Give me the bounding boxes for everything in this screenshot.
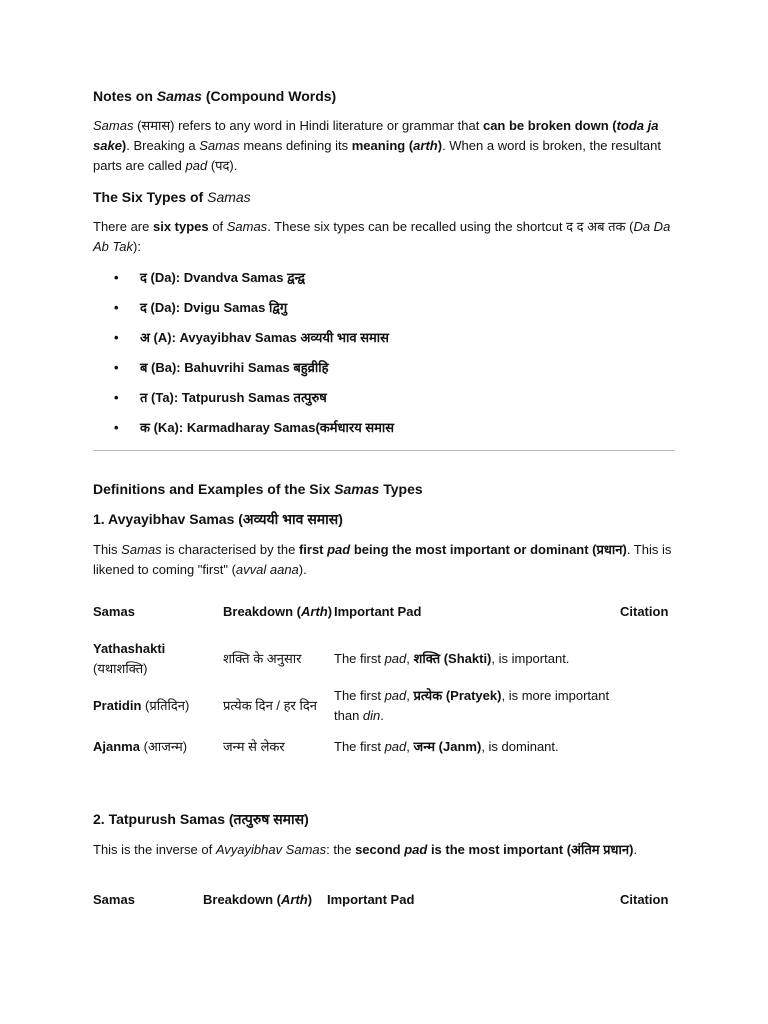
list-item: • द (Da): Dvigu Samas द्विगु (114, 300, 288, 315)
header-important-pad: Important Pad (334, 604, 422, 619)
header-samas: Samas (93, 892, 135, 907)
section-1-heading: 1. Avyayibhav Samas (अव्ययी भाव समास) (93, 511, 343, 527)
avyayibhav-table (93, 591, 675, 767)
header-citation: Citation (620, 892, 669, 907)
six-types-heading: The Six Types of Samas (93, 189, 251, 205)
cell-breakdown: शक्ति के अनुसार (223, 651, 302, 666)
table-header-row (93, 890, 675, 910)
section-1-description: This Samas is characterised by the first pad being the most important or dominant (प्रधान). This is likened to coming "first" (avval aana). (93, 542, 672, 577)
list-item: • ब (Ba): Bahuvrihi Samas बहुव्रीहि (114, 360, 329, 375)
list-item: • द (Da): Dvandva Samas द्वन्द्व (114, 270, 305, 285)
cell-important-pad: The first pad, प्रत्येक (Pratyek), is more important than din. (334, 688, 610, 723)
cell-samas: Pratidin (प्रतिदिन) (93, 698, 190, 713)
cell-citation (620, 685, 675, 727)
list-item: • त (Ta): Tatpurush Samas तत्पुरुष (114, 390, 327, 405)
intro-paragraph: Samas (समास) refers to any word in Hindi literature or grammar that can be broken down (toda ja sake). Breaking a Samas means defining its meaning (arth). When a word is broken, the resultant parts are called pad (पद). (93, 118, 662, 173)
horizontal-divider (93, 450, 675, 451)
notes-title: Notes on Samas (Compound Words) (93, 88, 337, 104)
header-citation: Citation (620, 604, 669, 619)
definitions-heading: Definitions and Examples of the Six Samas Types (93, 481, 423, 497)
header-important-pad: Important Pad (327, 892, 415, 907)
cell-samas: Yathashakti (यथाशक्ति) (93, 641, 166, 676)
samas-types-list (93, 263, 675, 443)
cell-breakdown: प्रत्येक दिन / हर दिन (223, 698, 317, 713)
list-item: • अ (A): Avyayibhav Samas अव्ययी भाव समास (114, 330, 389, 345)
section-2-heading: 2. Tatpurush Samas (तत्पुरुष समास) (93, 811, 309, 827)
header-samas: Samas (93, 604, 135, 619)
table-header-row (93, 591, 675, 633)
cell-samas: Ajanma (आजन्म) (93, 739, 188, 754)
list-item: • क (Ka): Karmadharay Samas(कर्मधारय समास (114, 420, 395, 435)
cell-breakdown: जन्म से लेकर (223, 739, 285, 754)
cell-important-pad: The first pad, जन्म (Janm), is dominant. (334, 739, 559, 754)
header-breakdown: Breakdown (Arth) (203, 892, 313, 907)
cell-important-pad: The first pad, शक्ति (Shakti), is important. (334, 651, 570, 666)
section-2-description: This is the inverse of Avyayibhav Samas: the second pad is the most important (अंतिम प्रधान). (93, 842, 638, 857)
table-row (93, 633, 675, 685)
table-row (93, 685, 675, 727)
cell-citation (620, 727, 675, 767)
table-row (93, 727, 675, 767)
six-types-intro: There are six types of Samas. These six types can be recalled using the shortcut द द अब तक (Da Da Ab Tak): (93, 219, 671, 254)
header-breakdown: Breakdown (Arth) (223, 604, 333, 619)
tatpurush-table (93, 890, 675, 910)
cell-citation (620, 633, 675, 685)
